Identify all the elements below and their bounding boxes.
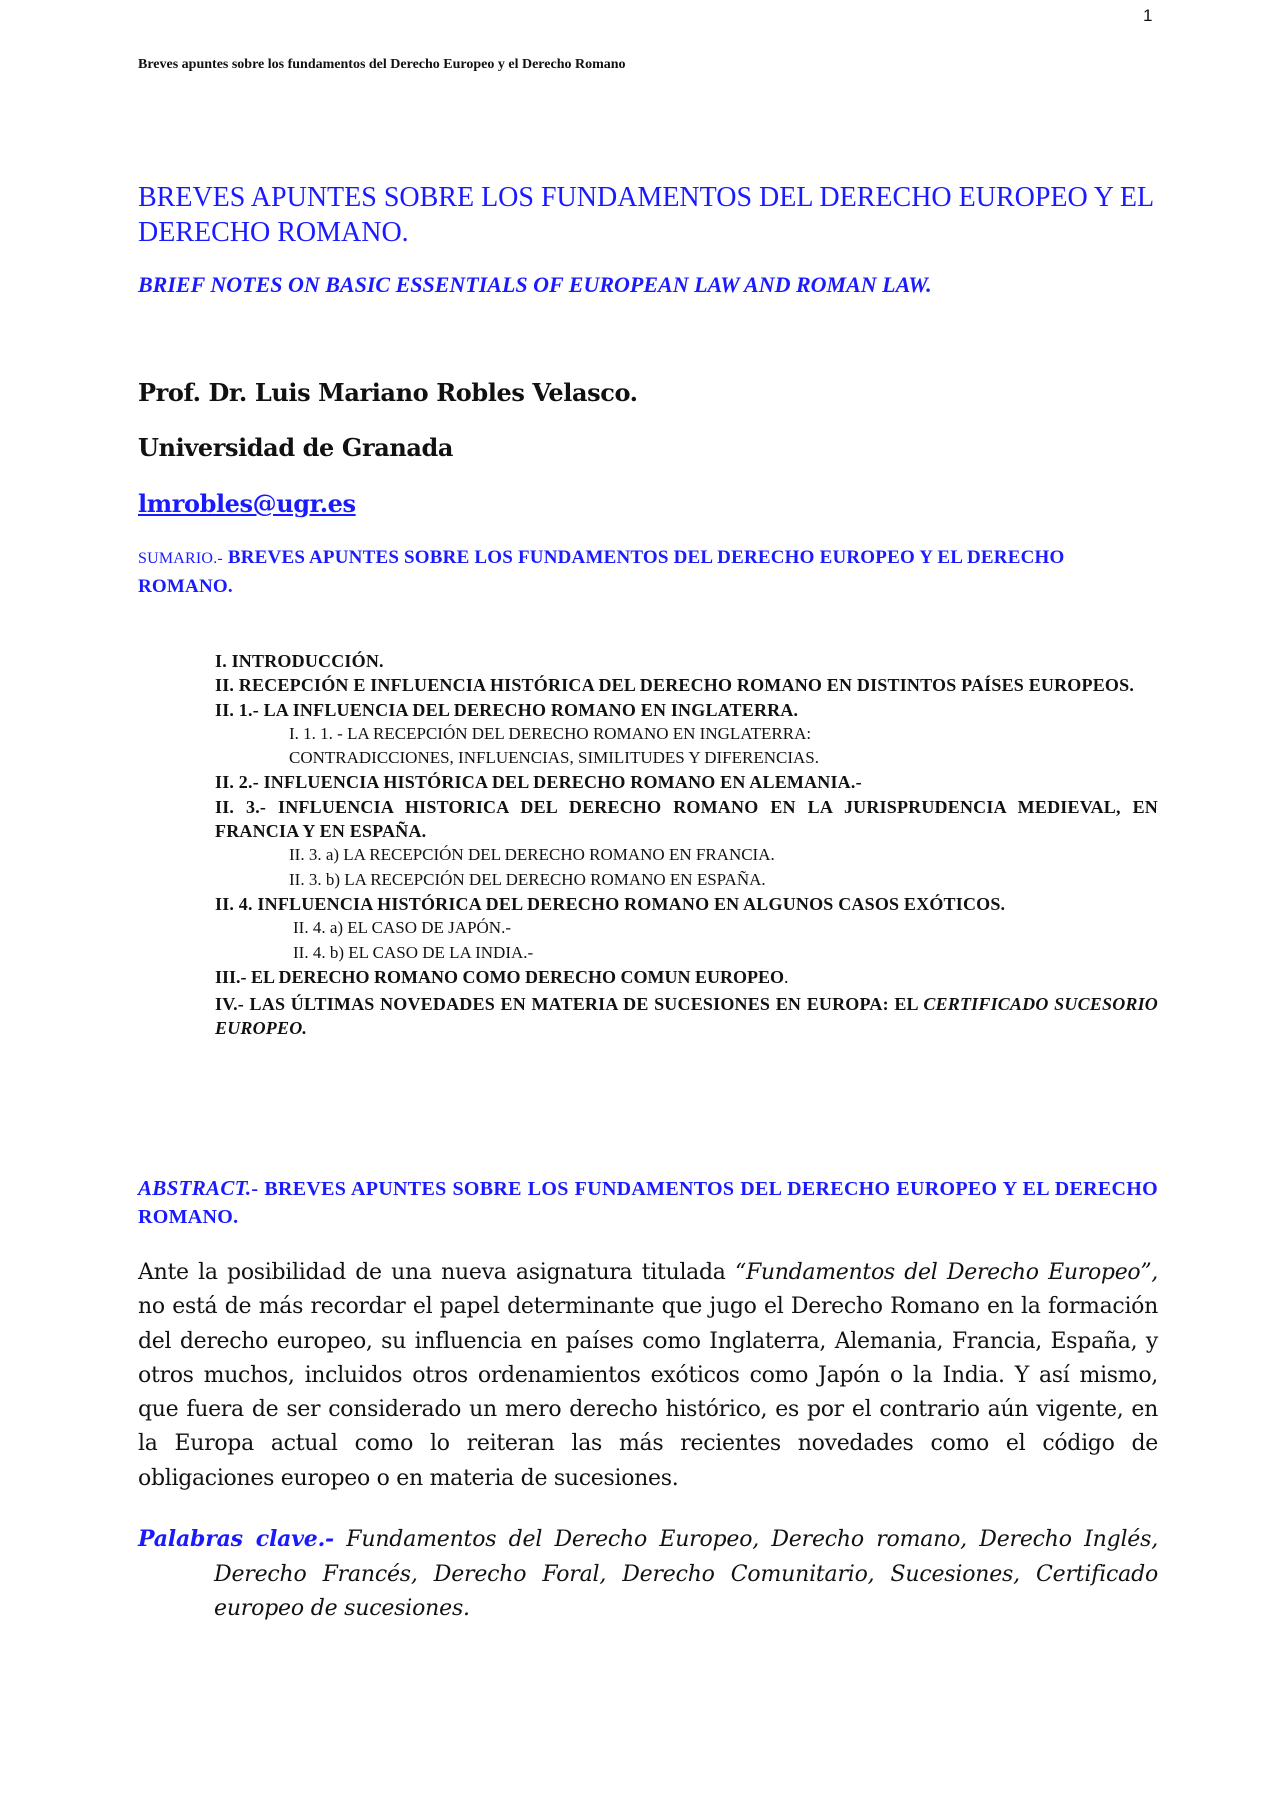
- abstract-paragraph: [138, 1256, 1158, 1496]
- toc-item-iii-text: III.- EL DERECHO ROMANO COMO DERECHO COMUN EUROPEO: [215, 966, 785, 987]
- keywords-lead: Palabras clave.-: [138, 1526, 334, 1552]
- toc-subitem-ii-1-a-cont: CONTRADICCIONES, INFLUENCIAS, SIMILITUDES Y DIFERENCIAS.: [289, 748, 819, 768]
- toc-subitem-ii-3-a: II. 3. a) LA RECEPCIÓN DEL DERECHO ROMANO EN FRANCIA.: [289, 845, 775, 865]
- toc-subitem-ii-4-b: II. 4. b) EL CASO DE LA INDIA.-: [293, 942, 534, 962]
- keywords-text: Fundamentos del Derecho Europeo, Derecho romano, Derecho Inglés, Derecho Francés, Derecho Foral, Derecho Comunitario, Sucesiones, Certificado europeo de sucesiones.: [214, 1527, 1158, 1621]
- sumario-lead: SUMARIO.-: [138, 550, 223, 567]
- title-spanish: BREVES APUNTES SOBRE LOS FUNDAMENTOS DEL DERECHO EUROPEO Y EL DERECHO ROMANO.: [138, 182, 1154, 248]
- toc-item-ii-3: II. 3.- INFLUENCIA HISTORICA DEL DERECHO ROMANO EN LA JURISPRUDENCIA MEDIEVAL, EN FRANCIA Y EN ESPAÑA.: [215, 796, 1158, 842]
- author-name: Prof. Dr. Luis Mariano Robles Velasco.: [138, 378, 638, 407]
- abstract-paragraph-part1: Ante la posibilidad de una nueva asignatura titulada: [138, 1260, 735, 1285]
- abstract-text: - BREVES APUNTES SOBRE LOS FUNDAMENTOS DEL DERECHO EUROPEO Y EL DERECHO ROMANO.: [138, 1178, 1158, 1228]
- toc-subitem-ii-1-a: I. 1. 1. - LA RECEPCIÓN DEL DERECHO ROMANO EN INGLATERRA:: [289, 723, 812, 743]
- keywords: [138, 1522, 1158, 1627]
- toc-subitem-ii-3-b: II. 3. b) LA RECEPCIÓN DEL DERECHO ROMANO EN ESPAÑA.: [289, 869, 766, 889]
- email-link[interactable]: lmrobles@ugr.es: [138, 489, 356, 518]
- toc-item-iii-end: .: [784, 966, 789, 987]
- page-number: 1: [1143, 6, 1153, 25]
- abstract-paragraph-part2: no está de más recordar el papel determinante que jugo el Derecho Romano en la formación del derecho europeo, su influencia en países como Inglaterra, Alemania, Francia, España, y otros muchos, incluidos otros ordenamientos exóticos como Japón o la India. Y así mismo, que fuera de ser considerado un mero derecho histórico, es por el contrario aún vigente, en la Europa actual como lo reiteran las más recientes novedades como el código de obligaciones europeo o en materia de sucesiones.: [138, 1294, 1158, 1491]
- abstract-paragraph-italic: “Fundamentos del Derecho Europeo”,: [735, 1260, 1158, 1285]
- running-header: Breves apuntes sobre los fundamentos del Derecho Europeo y el Derecho Romano: [138, 57, 626, 72]
- title-english: BRIEF NOTES ON BASIC ESSENTIALS OF EUROPEAN LAW AND ROMAN LAW.: [138, 272, 932, 297]
- toc-item-iii: [215, 965, 1158, 989]
- toc-item-i: I. INTRODUCCIÓN.: [215, 651, 384, 671]
- toc-subitem-ii-4-a: II. 4. a) EL CASO DE JAPÓN.-: [293, 918, 511, 938]
- abstract-lead: ABSTRACT.: [138, 1176, 252, 1200]
- sumario-text: BREVES APUNTES SOBRE LOS FUNDAMENTOS DEL DERECHO EUROPEO Y EL DERECHO ROMANO.: [138, 547, 1065, 597]
- toc-item-iv-italic: CERTIFICADO SUCESORIO EUROPEO.: [215, 994, 1159, 1039]
- toc-item-ii-1: II. 1.- LA INFLUENCIA DEL DERECHO ROMANO EN INGLATERRA.: [215, 699, 799, 720]
- table-of-contents: [215, 649, 1158, 1041]
- sumario: [138, 544, 1158, 601]
- university: Universidad de Granada: [138, 433, 454, 462]
- abstract-heading: [138, 1174, 1158, 1231]
- toc-item-iv-text: IV.- LAS ÚLTIMAS NOVEDADES EN MATERIA DE SUCESIONES EN EUROPA: EL: [215, 994, 924, 1015]
- toc-item-ii-2: II. 2.- INFLUENCIA HISTÓRICA DEL DERECHO ROMANO EN ALEMANIA.-: [215, 772, 862, 793]
- toc-item-ii: II. RECEPCIÓN E INFLUENCIA HISTÓRICA DEL DERECHO ROMANO EN DISTINTOS PAÍSES EUROPEOS.: [215, 675, 1135, 696]
- toc-item-ii-4: II. 4. INFLUENCIA HISTÓRICA DEL DERECHO ROMANO EN ALGUNOS CASOS EXÓTICOS.: [215, 893, 1006, 914]
- toc-item-iv: [215, 992, 1158, 1041]
